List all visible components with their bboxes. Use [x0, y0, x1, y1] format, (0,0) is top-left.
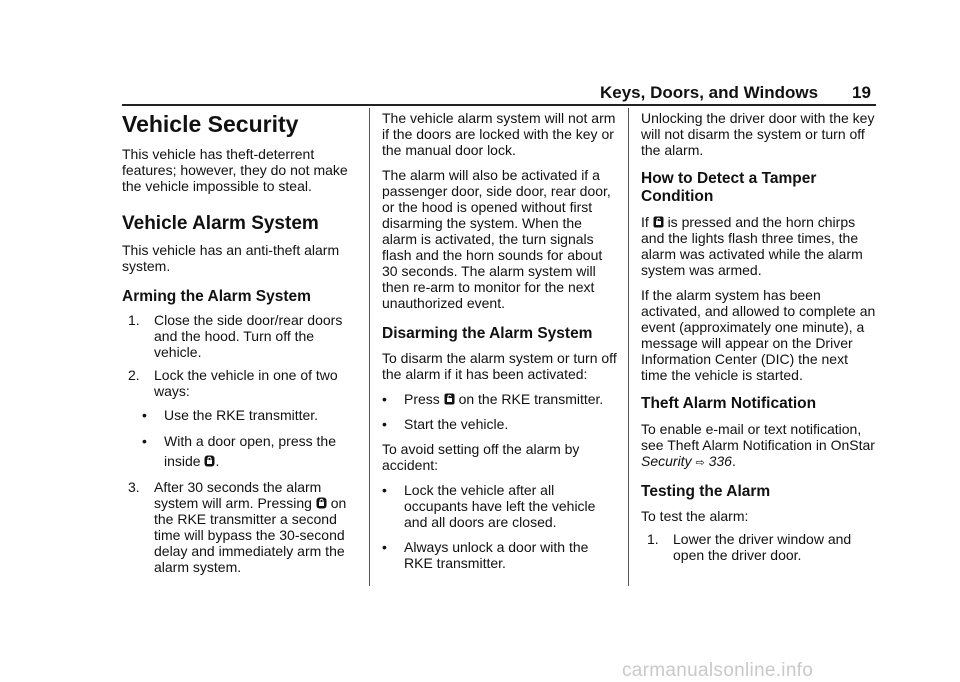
list-item: • Lock the vehicle after all occupants have left the vehicle and all doors are closed.	[382, 482, 596, 530]
paragraph: The vehicle alarm system will not arm if the doors are locked with the key or the manual door lock.	[382, 110, 616, 158]
page-number: 19	[852, 83, 871, 102]
unlock-key-icon	[444, 393, 455, 405]
paragraph: To test the alarm:	[641, 508, 749, 524]
column-3	[641, 108, 877, 563]
header-rule	[122, 104, 876, 106]
paragraph: This vehicle has theft-deterrent features; however, they do not make the vehicle impossible to steal.	[122, 146, 348, 194]
paragraph: Unlocking the driver door with the key will not disarm the system or turn off the alarm.	[641, 110, 875, 158]
page-reference-link[interactable]: 336	[708, 453, 732, 469]
paragraph: If is pressed and the horn chirps and the lights flash three times, the alarm was activated while the alarm system was armed.	[641, 214, 863, 278]
heading-testing-alarm: Testing the Alarm	[641, 483, 771, 500]
lock-key-icon	[316, 497, 327, 509]
column-2	[382, 108, 618, 571]
list-item: 2. Lock the vehicle in one of two ways:	[128, 367, 338, 399]
unlock-key-icon	[653, 216, 664, 228]
list-item: • Use the RKE transmitter.	[142, 407, 319, 423]
heading-vehicle-alarm-system: Vehicle Alarm System	[122, 213, 319, 234]
list-item: 1. Lower the driver window and open the driver door.	[647, 531, 852, 563]
lock-key-icon	[204, 455, 215, 467]
column-divider-2	[628, 108, 629, 586]
list-item: • Press on the RKE transmitter.	[382, 391, 604, 407]
heading-tamper-condition: How to Detect a Tamper Condition	[641, 170, 817, 205]
paragraph: The alarm will also be activated if a passenger door, side door, rear door, or the hood is opened without first disarming the system. When the alarm is activated, the turn signals flash and the horn sounds for about 30 seconds. The alarm system will then re-arm to monitor for the next unauthorized event.	[382, 167, 611, 311]
list-item: • With a door open, press the inside .	[142, 433, 336, 469]
column-1	[122, 108, 358, 575]
page-ref-arrow: ⇨	[695, 457, 705, 469]
watermark: carmanualsonline.info	[622, 660, 814, 681]
heading-theft-alarm-notification: Theft Alarm Notification	[641, 395, 817, 412]
section-header-title: Keys, Doors, and Windows	[600, 83, 819, 102]
paragraph: If the alarm system has been activated, and allowed to complete an event (approximately one minute), a message will appear on the Driver Information Center (DIC) the next time the vehicle is started.	[641, 287, 876, 383]
list-item: • Start the vehicle.	[382, 416, 509, 432]
paragraph: To avoid setting off the alarm by accident:	[382, 441, 580, 473]
heading-disarming-alarm: Disarming the Alarm System	[382, 325, 593, 342]
heading-arming-alarm: Arming the Alarm System	[122, 288, 311, 305]
paragraph: This vehicle has an anti-theft alarm system.	[122, 242, 340, 274]
list-item: 1. Close the side door/rear doors and the hood. Turn off the vehicle.	[128, 312, 343, 360]
paragraph: To enable e-mail or text notification, see Theft Alarm Notification in OnStar Security ⇨ 336.	[641, 421, 875, 469]
column-divider-1	[369, 108, 370, 586]
heading-vehicle-security: Vehicle Security	[122, 111, 299, 137]
list-item: 3. After 30 seconds the alarm system will arm. Pressing on the RKE transmitter a second time will bypass the 30-second delay and immediately arm the alarm system.	[128, 479, 347, 575]
paragraph: To disarm the alarm system or turn off the alarm if it has been activated:	[382, 350, 617, 382]
list-item: • Always unlock a door with the RKE transmitter.	[382, 539, 589, 571]
